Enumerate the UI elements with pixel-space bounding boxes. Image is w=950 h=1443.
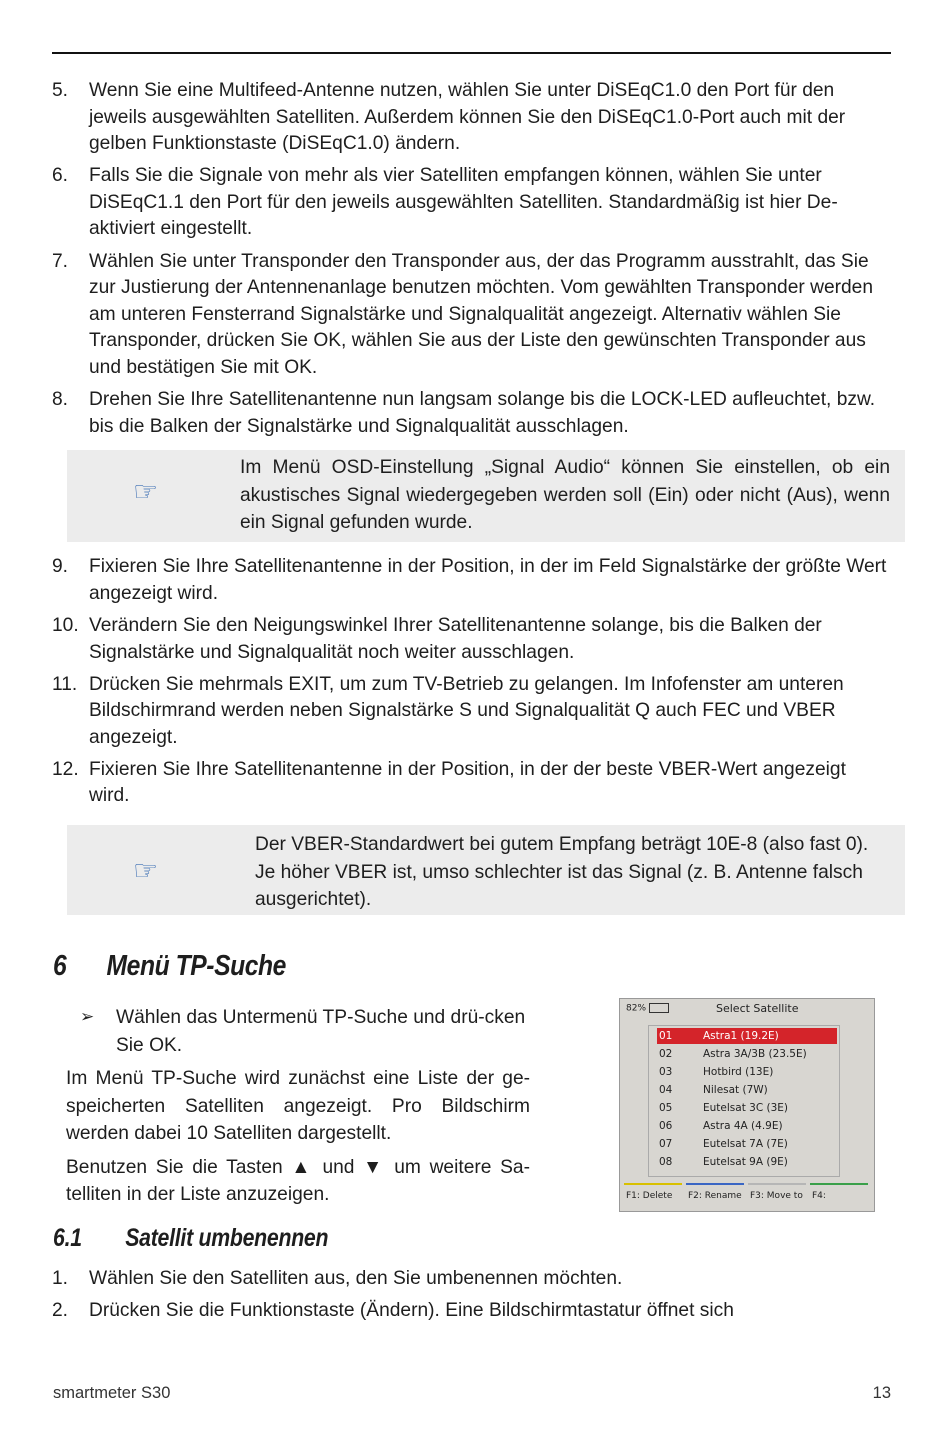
steps-after xyxy=(52,1266,891,1330)
satellite-list-screenshot xyxy=(619,998,875,1212)
list-item: 8. Drehen Sie Ihre Satellitenantenne nun langsam solange bis die LOCK-LED aufleuchtet, bzw. bis die Balken der Signalstärke und Signalqualität ausschlagen. xyxy=(52,389,876,437)
list-item: 12. Fixieren Sie Ihre Satellitenantenne in der Position, in der der beste VBER-Wert angezeigt wird. xyxy=(52,758,846,807)
list-item: 9. Fixieren Sie Ihre Satellitenantenne in der Position, in der im Feld Signalstärke der größte Wert angezeigt wird. xyxy=(52,556,887,604)
paragraph: Im Menü TP-Suche wird zunächst eine Liste der ge-speicherten Satelliten angezeigt. Pro Bildschirm werden dabei 10 Satelliten dargestellt. xyxy=(66,1068,530,1144)
section-text xyxy=(66,1004,530,1209)
list-row: 08 Eutelsat 9A (9E) xyxy=(659,1156,788,1168)
function-key-stripe-yellow xyxy=(624,1183,682,1185)
note-text: Der VBER-Standardwert bei gutem Empfang beträgt 10E-8 (also fast 0). Je höher VBER ist, umso schlechter ist das Signal (z. B. Antenne falsch ausgerichtet). xyxy=(255,834,869,911)
list-row: 06 Astra 4A (4.9E) xyxy=(659,1120,783,1132)
note-box xyxy=(67,825,905,915)
satellite-list xyxy=(648,1025,840,1177)
steps-list-b xyxy=(52,554,891,810)
list-row-selected: 01 Astra1 (19.2E) xyxy=(657,1028,837,1044)
function-key-label: F3: Move to xyxy=(750,1191,803,1201)
list-row: 04 Nilesat (7W) xyxy=(659,1084,768,1096)
battery-indicator: 82% xyxy=(626,1003,669,1014)
list-row: 03 Hotbird (13E) xyxy=(659,1066,774,1078)
header-rule xyxy=(52,52,891,54)
list-item: 5. Wenn Sie eine Multifeed-Antenne nutzen, wählen Sie unter DiSEqC1.0 den Port für den jeweils ausgewählten Satelliten. Außerdem können Sie den DiSEqC1.0-Port auch mit der gelben Funktionstaste (DiSEqC1.0) ändern. xyxy=(52,80,846,155)
subsection-heading: 6.1 Satellit umbenennen xyxy=(53,1224,329,1252)
page-number: 13 xyxy=(872,1384,891,1402)
function-key-stripe-grey xyxy=(748,1183,806,1185)
steps-list-a xyxy=(52,78,891,440)
list-row: 05 Eutelsat 3C (3E) xyxy=(659,1102,788,1114)
page-body xyxy=(52,78,905,927)
battery-icon xyxy=(649,1003,669,1013)
list-item: 1. Wählen Sie den Satelliten aus, den Sie umbenennen möchten. xyxy=(52,1268,623,1289)
pointing-hand-icon: ☞ xyxy=(133,854,159,888)
list-item: 2. Drücken Sie die Funktionstaste (Ändern). Eine Bildschirmtastatur öffnet sich xyxy=(52,1300,734,1322)
note-box xyxy=(67,450,905,542)
function-key-stripe-blue xyxy=(686,1183,744,1185)
footer-product: smartmeter S30 xyxy=(53,1384,171,1402)
bullet-item: ➢ Wählen das Untermenü TP-Suche und drü-cken Sie OK. xyxy=(66,1004,530,1059)
pointing-hand-icon: ☞ xyxy=(133,475,159,509)
function-key-stripe-green xyxy=(810,1183,868,1185)
list-item: 11. Drücken Sie mehrmals EXIT, um zum TV-Betrieb zu gelangen. Im Infofenster am unteren Bildschirmrand werden neben Signalstärke S und Signalqualität Q auch FEC und VBER angezeigt. xyxy=(52,673,844,748)
screen-title: Select Satellite xyxy=(716,1002,799,1015)
function-key-label: F2: Rename xyxy=(688,1191,742,1201)
section-heading: 6 Menü TP-Suche xyxy=(53,950,286,982)
list-row: 07 Eutelsat 7A (7E) xyxy=(659,1138,788,1150)
steps-list-c xyxy=(52,1266,891,1325)
function-key-label: F4: xyxy=(812,1191,826,1201)
arrow-bullet-icon: ➢ xyxy=(80,1007,95,1027)
list-item: 6. Falls Sie die Signale von mehr als vier Satelliten empfangen können, wählen Sie unter DiSEqC1.1 den Port für den jeweils ausgewählten Satelliten. Standardmäßig ist hier De-aktiviert eingestellt. xyxy=(52,165,838,240)
list-item: 10. Verändern Sie den Neigungswinkel Ihrer Satellitenantenne solange, bis die Balken der Signalstärke und Signalqualität noch weiter ausschlagen. xyxy=(52,614,822,663)
list-row: 02 Astra 3A/3B (23.5E) xyxy=(659,1048,807,1060)
paragraph: Benutzen Sie die Tasten ▲ und ▼ um weitere Sa-telliten in der Liste anzuzeigen. xyxy=(66,1156,530,1205)
list-item: 7. Wählen Sie unter Transponder den Transponder aus, der das Programm ausstrahlt, das Sie zur Justierung der Antennenanlage benutzen möchten. Vom gewählten Transponder werden am unteren Fensterrand Signalstärke und Signalqualität angezeigt. Alternativ wählen Sie Transponder, drücken Sie OK, wählen Sie aus der Liste den gewünschten Transponder aus und bestätigen Sie mit OK. xyxy=(52,250,874,378)
note-text: Im Menü OSD-Einstellung „Signal Audio“ können Sie einstellen, ob ein akustisches Signal wiedergegeben werden soll (Ein) oder nicht (Aus), wenn ein Signal gefunden wurde. xyxy=(240,457,890,534)
function-key-label: F1: Delete xyxy=(626,1191,673,1201)
